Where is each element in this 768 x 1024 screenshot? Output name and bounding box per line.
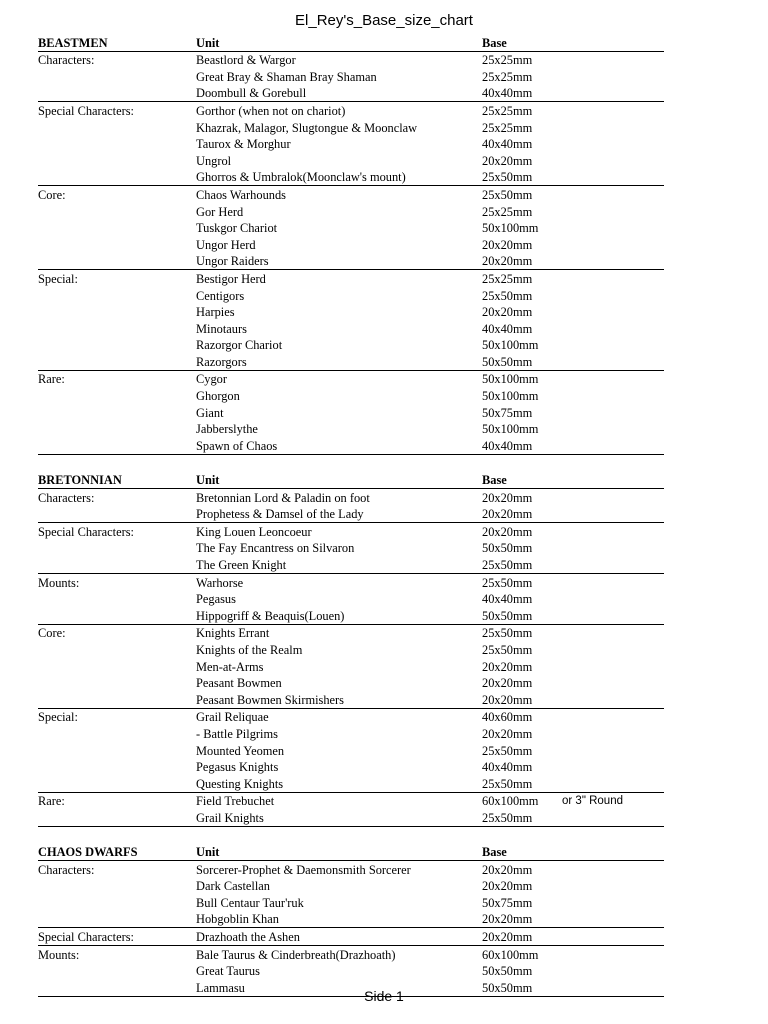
category-cell: Mounts:	[38, 575, 80, 590]
unit-cell: Taurox & Morghur	[196, 137, 291, 152]
army-name: CHAOS DWARFS	[38, 844, 196, 861]
note-cell	[562, 270, 664, 287]
unit-cell: Pegasus	[196, 592, 236, 607]
table-row	[38, 68, 664, 85]
table-row	[38, 591, 664, 608]
category-cell	[38, 759, 196, 776]
category-cell: Core:	[38, 626, 66, 641]
table-row	[38, 353, 664, 370]
base-cell: 20x20mm	[482, 726, 533, 741]
unit-cell: Ghorgon	[196, 389, 240, 404]
table-row	[38, 152, 664, 169]
note-cell	[562, 320, 664, 337]
note-cell	[562, 591, 664, 608]
category-cell	[38, 437, 196, 454]
table-row	[38, 437, 664, 454]
section-spacer	[38, 454, 664, 471]
table-row	[38, 540, 664, 557]
unit-cell: Giant	[196, 405, 224, 420]
category-cell	[38, 320, 196, 337]
category-cell	[38, 691, 196, 708]
spacer-cell	[196, 826, 482, 843]
unit-cell: Questing Knights	[196, 775, 482, 792]
unit-cell: Gor Herd	[196, 204, 244, 219]
base-cell: 20x20mm	[482, 659, 533, 674]
unit-cell: Chaos Warhounds	[196, 187, 286, 202]
table-row	[38, 404, 664, 421]
unit-cell: Harpies	[196, 305, 235, 320]
table-row	[38, 421, 664, 438]
note-cell	[562, 119, 664, 136]
base-cell: 20x20mm	[482, 862, 533, 877]
note-cell	[562, 387, 664, 404]
base-cell: 50x50mm	[482, 964, 533, 979]
base-column-header: Base	[482, 471, 562, 488]
unit-cell: Jabberslythe	[196, 422, 258, 437]
unit-cell: Knights Errant	[196, 626, 270, 641]
base-cell: 40x40mm	[482, 437, 562, 454]
category-cell	[38, 421, 196, 438]
base-cell: 25x25mm	[482, 120, 533, 135]
base-cell: 20x20mm	[482, 237, 533, 252]
base-size-table	[38, 34, 664, 997]
base-cell: 25x50mm	[482, 809, 562, 826]
base-cell: 20x20mm	[482, 153, 533, 168]
note-cell	[562, 136, 664, 153]
category-cell: Special Characters:	[38, 524, 134, 539]
base-cell: 20x20mm	[482, 911, 562, 928]
note-cell	[562, 85, 664, 102]
table-row	[38, 792, 664, 809]
category-cell	[38, 387, 196, 404]
base-cell: 50x100mm	[482, 372, 539, 387]
note-cell	[562, 169, 664, 186]
category-cell: Characters:	[38, 862, 95, 877]
note-cell	[562, 421, 664, 438]
unit-cell: Ungor Herd	[196, 237, 256, 252]
base-cell: 60x100mm	[482, 947, 539, 962]
category-cell: Special Characters:	[38, 103, 134, 118]
category-cell	[38, 894, 196, 911]
table-row	[38, 169, 664, 186]
note-cell	[562, 236, 664, 253]
unit-cell: Bull Centaur Taur'ruk	[196, 895, 304, 910]
base-cell: 20x20mm	[482, 928, 562, 946]
note-cell	[562, 675, 664, 692]
unit-cell: Bestigor Herd	[196, 271, 266, 286]
spacer-cell	[196, 454, 482, 471]
base-cell: 20x20mm	[482, 691, 562, 708]
category-cell	[38, 203, 196, 220]
section-header-row	[38, 34, 664, 51]
note-cell	[562, 641, 664, 658]
note-cell	[562, 404, 664, 421]
table-row	[38, 287, 664, 304]
unit-cell: Men-at-Arms	[196, 659, 264, 674]
table-body	[38, 34, 664, 996]
base-cell: 20x20mm	[482, 524, 533, 539]
unit-cell: Field Trebuchet	[196, 794, 275, 809]
base-cell: 25x50mm	[482, 626, 533, 641]
category-cell	[38, 404, 196, 421]
spacer-cell	[562, 454, 664, 471]
category-cell	[38, 68, 196, 85]
category-cell: Special Characters:	[38, 928, 196, 946]
base-cell: 40x40mm	[482, 85, 562, 102]
table-row	[38, 691, 664, 708]
category-cell	[38, 725, 196, 742]
unit-cell: - Battle Pilgrims	[196, 726, 278, 741]
table-row	[38, 236, 664, 253]
base-cell: 20x20mm	[482, 305, 533, 320]
category-cell	[38, 675, 196, 692]
base-column-header: Base	[482, 844, 562, 861]
unit-cell: Ungrol	[196, 153, 232, 168]
table-row	[38, 607, 664, 624]
unit-cell: Minotaurs	[196, 321, 247, 336]
army-name: BEASTMEN	[38, 34, 196, 51]
note-cell	[562, 775, 664, 792]
unit-cell: Bale Taurus & Cinderbreath(Drazhoath)	[196, 947, 396, 962]
note-cell	[562, 691, 664, 708]
table-row	[38, 119, 664, 136]
base-cell: 50x50mm	[482, 607, 562, 624]
base-cell: 20x20mm	[482, 506, 562, 523]
table-row	[38, 320, 664, 337]
base-cell: 50x100mm	[482, 389, 539, 404]
base-cell: 40x40mm	[482, 592, 533, 607]
category-cell	[38, 506, 196, 523]
note-cell	[562, 556, 664, 573]
base-cell: 50x75mm	[482, 405, 533, 420]
unit-cell: Ghorros & Umbralok(Moonclaw's mount)	[196, 169, 482, 186]
base-cell: 40x60mm	[482, 710, 533, 725]
note-cell	[562, 68, 664, 85]
unit-cell: Razorgors	[196, 353, 482, 370]
unit-cell: Knights of the Realm	[196, 642, 303, 657]
note-cell	[562, 759, 664, 776]
table-row	[38, 675, 664, 692]
table-row	[38, 574, 664, 591]
base-cell: 25x25mm	[482, 53, 533, 68]
base-cell: 25x50mm	[482, 187, 533, 202]
note-column-header	[562, 844, 664, 861]
category-cell	[38, 236, 196, 253]
base-cell: 25x50mm	[482, 775, 562, 792]
unit-column-header: Unit	[196, 844, 482, 861]
unit-column-header: Unit	[196, 34, 482, 51]
table-row	[38, 946, 664, 963]
category-cell	[38, 85, 196, 102]
table-row	[38, 337, 664, 354]
table-row	[38, 85, 664, 102]
category-cell	[38, 287, 196, 304]
unit-cell: Centigors	[196, 288, 245, 303]
base-cell: 20x20mm	[482, 676, 533, 691]
table-row	[38, 911, 664, 928]
note-column-header	[562, 471, 664, 488]
category-cell	[38, 253, 196, 270]
category-cell	[38, 641, 196, 658]
unit-cell: Grail Reliquae	[196, 710, 269, 725]
category-cell	[38, 809, 196, 826]
unit-cell: Razorgor Chariot	[196, 338, 283, 353]
category-cell	[38, 353, 196, 370]
category-cell	[38, 607, 196, 624]
note-cell	[562, 287, 664, 304]
table-row	[38, 928, 664, 946]
table-row	[38, 489, 664, 506]
note-cell: or 3" Round	[562, 795, 623, 808]
base-cell: 20x20mm	[482, 879, 533, 894]
category-cell	[38, 963, 196, 980]
page-title: El_Rey's_Base_size_chart	[295, 12, 473, 29]
base-cell: 25x50mm	[482, 575, 533, 590]
base-cell: 40x40mm	[482, 137, 533, 152]
category-cell	[38, 540, 196, 557]
table-row	[38, 861, 664, 878]
note-cell	[562, 203, 664, 220]
unit-cell: Hobgoblin Khan	[196, 911, 482, 928]
category-cell	[38, 220, 196, 237]
category-cell	[38, 878, 196, 895]
base-cell: 50x100mm	[482, 221, 539, 236]
category-cell	[38, 775, 196, 792]
category-cell: Characters:	[38, 490, 95, 505]
table-row	[38, 203, 664, 220]
category-cell	[38, 658, 196, 675]
unit-cell: Ungor Raiders	[196, 253, 482, 270]
table-row	[38, 136, 664, 153]
unit-cell: Warhorse	[196, 575, 244, 590]
category-cell	[38, 556, 196, 573]
note-cell	[562, 370, 664, 387]
note-cell	[562, 624, 664, 641]
category-cell	[38, 119, 196, 136]
note-cell	[562, 742, 664, 759]
unit-cell: Mounted Yeomen	[196, 743, 285, 758]
category-cell	[38, 169, 196, 186]
note-cell	[562, 607, 664, 624]
table-row	[38, 809, 664, 826]
base-cell: 20x20mm	[482, 253, 562, 270]
note-cell	[562, 963, 664, 980]
category-cell: Rare:	[38, 794, 65, 809]
note-cell	[562, 894, 664, 911]
category-cell: Rare:	[38, 372, 65, 387]
base-cell: 25x25mm	[482, 103, 533, 118]
note-cell	[562, 540, 664, 557]
base-cell: 50x50mm	[482, 353, 562, 370]
unit-cell: Great Bray & Shaman Bray Shaman	[196, 69, 377, 84]
note-cell	[562, 102, 664, 119]
note-cell	[562, 878, 664, 895]
unit-cell: Prophetess & Damsel of the Lady	[196, 506, 482, 523]
note-cell	[562, 809, 664, 826]
note-cell	[562, 304, 664, 321]
note-cell	[562, 220, 664, 237]
unit-cell: Khazrak, Malagor, Slugtongue & Moonclaw	[196, 120, 418, 135]
note-cell	[562, 946, 664, 963]
table-row	[38, 725, 664, 742]
note-cell	[562, 506, 664, 523]
unit-column-header: Unit	[196, 471, 482, 488]
base-cell: 25x50mm	[482, 288, 533, 303]
table-row	[38, 51, 664, 68]
base-cell: 25x25mm	[482, 271, 533, 286]
category-cell: Special:	[38, 271, 78, 286]
unit-cell: The Fay Encantress on Silvaron	[196, 541, 355, 556]
spacer-cell	[482, 826, 562, 843]
table-row	[38, 253, 664, 270]
unit-cell: King Louen Leoncoeur	[196, 524, 312, 539]
base-cell: 25x25mm	[482, 69, 533, 84]
table-row	[38, 370, 664, 387]
category-cell: Mounts:	[38, 947, 80, 962]
note-cell	[562, 337, 664, 354]
base-cell: 25x50mm	[482, 169, 562, 186]
section-header-row	[38, 844, 664, 861]
note-cell	[562, 725, 664, 742]
unit-cell: Spawn of Chaos	[196, 437, 482, 454]
base-size-table-container	[38, 34, 666, 997]
note-cell	[562, 658, 664, 675]
table-row	[38, 506, 664, 523]
note-cell	[562, 489, 664, 506]
spacer-cell	[482, 454, 562, 471]
table-row	[38, 523, 664, 540]
note-cell	[562, 437, 664, 454]
unit-cell: The Green Knight	[196, 556, 482, 573]
base-cell: 50x100mm	[482, 422, 539, 437]
spacer-cell	[562, 826, 664, 843]
table-row	[38, 775, 664, 792]
note-cell	[562, 708, 664, 725]
table-row	[38, 624, 664, 641]
base-cell: 25x50mm	[482, 556, 562, 573]
note-cell	[562, 152, 664, 169]
base-cell: 25x25mm	[482, 204, 533, 219]
table-row	[38, 742, 664, 759]
table-row	[38, 708, 664, 725]
note-cell	[562, 928, 664, 946]
note-cell	[562, 574, 664, 591]
unit-cell: Tuskgor Chariot	[196, 221, 278, 236]
unit-cell: Peasant Bowmen Skirmishers	[196, 691, 482, 708]
table-row	[38, 387, 664, 404]
unit-cell: Cygor	[196, 372, 227, 387]
category-cell	[38, 136, 196, 153]
unit-cell: Beastlord & Wargor	[196, 53, 296, 68]
note-cell	[562, 861, 664, 878]
base-column-header: Base	[482, 34, 562, 51]
spacer-cell	[38, 826, 196, 843]
category-cell	[38, 911, 196, 928]
army-name: BRETONNIAN	[38, 471, 196, 488]
note-column-header	[562, 34, 664, 51]
unit-cell: Lammasu	[196, 979, 482, 996]
spacer-cell	[38, 454, 196, 471]
base-cell: 25x50mm	[482, 743, 533, 758]
table-row	[38, 304, 664, 321]
table-row	[38, 220, 664, 237]
table-row	[38, 894, 664, 911]
category-cell: Core:	[38, 187, 66, 202]
base-cell: 20x20mm	[482, 490, 533, 505]
note-cell	[562, 911, 664, 928]
table-row	[38, 270, 664, 287]
unit-cell: Peasant Bowmen	[196, 676, 282, 691]
category-cell: Special:	[38, 710, 78, 725]
category-cell	[38, 304, 196, 321]
category-cell	[38, 742, 196, 759]
table-row	[38, 759, 664, 776]
page-footer: Side 1	[364, 988, 404, 1004]
category-cell	[38, 591, 196, 608]
note-cell	[562, 186, 664, 203]
table-row	[38, 658, 664, 675]
base-cell: 40x40mm	[482, 760, 533, 775]
category-cell: Characters:	[38, 53, 95, 68]
base-cell: 25x50mm	[482, 642, 533, 657]
table-row	[38, 102, 664, 119]
unit-cell: Gorthor (when not on chariot)	[196, 103, 346, 118]
unit-cell: Doombull & Gorebull	[196, 85, 482, 102]
note-cell	[562, 51, 664, 68]
unit-cell: Dark Castellan	[196, 879, 270, 894]
unit-cell: Sorcerer-Prophet & Daemonsmith Sorcerer	[196, 862, 411, 877]
note-cell	[562, 253, 664, 270]
table-row	[38, 641, 664, 658]
category-cell	[38, 337, 196, 354]
base-cell: 50x75mm	[482, 895, 533, 910]
base-cell: 60x100mm	[482, 794, 539, 809]
unit-cell: Bretonnian Lord & Paladin on foot	[196, 490, 370, 505]
base-cell: 50x50mm	[482, 541, 533, 556]
unit-cell: Drazhoath the Ashen	[196, 928, 482, 946]
section-spacer	[38, 826, 664, 843]
table-row	[38, 878, 664, 895]
base-cell: 40x40mm	[482, 321, 533, 336]
note-cell	[562, 353, 664, 370]
category-cell	[38, 152, 196, 169]
table-row	[38, 186, 664, 203]
unit-cell: Pegasus Knights	[196, 760, 279, 775]
base-cell: 50x50mm	[482, 979, 562, 996]
table-row	[38, 963, 664, 980]
base-cell: 50x100mm	[482, 338, 539, 353]
section-header-row	[38, 471, 664, 488]
unit-cell: Great Taurus	[196, 964, 260, 979]
unit-cell: Hippogriff & Beaquis(Louen)	[196, 607, 482, 624]
table-row	[38, 556, 664, 573]
note-cell	[562, 523, 664, 540]
unit-cell: Grail Knights	[196, 809, 482, 826]
